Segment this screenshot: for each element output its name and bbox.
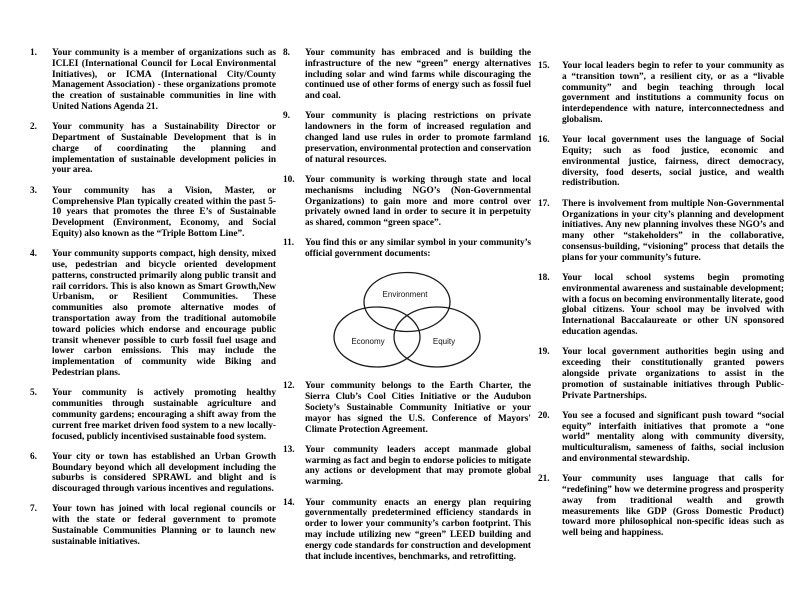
- item-number: 9.: [283, 111, 290, 122]
- item-number: 7.: [30, 504, 37, 515]
- list-item-6: [30, 452, 276, 495]
- item-number: 21.: [538, 474, 550, 485]
- item-text: Your community belongs to the Earth Charter, the Sierra Club’s Cool Cities Initiative or the Audubon Society’s Sustainable Community Initiative or your mayor has signed the U.S. Conference of Mayors' Climate Protection Agreement.: [305, 381, 531, 435]
- item-text: Your community is a member of organizations such as ICLEI (International Council for Local Environmental Initiatives), or ICMA (International City/County Management Association) - these organizations promote the creation of sustainable communities in line with United Nations Agenda 21.: [52, 48, 276, 112]
- item-text: Your community leaders accept manmade global warming as fact and begin to endorse policies to mitigate any actions or development that may promote global warming.: [305, 444, 531, 488]
- list-item-1: [30, 48, 276, 113]
- item-number: 6.: [30, 451, 37, 462]
- equity-label: Equity: [432, 336, 456, 346]
- list-item-14: [283, 498, 531, 563]
- item-text: Your city or town has established an Urban Growth Boundary beyond which all development including the suburbs is considered SPRAWL and blight and is discouraged through various incentives and regulations.: [52, 451, 276, 495]
- item-text: Your community is placing restrictions on private landowners in the form of increased regulation and changed land use rules in order to promote farmland preservation, environmental protection and conservation of natural resources.: [305, 111, 531, 165]
- item-number: 8.: [283, 48, 290, 58]
- list-item-11: [283, 238, 531, 260]
- list-item-19: [538, 347, 784, 401]
- item-number: 5.: [30, 388, 37, 399]
- item-number: 13.: [283, 444, 295, 455]
- item-text: Your community has a Sustainability Director or Department of Sustainable Development that is in charge of coordinating the planning and implementation of sustainable development policies in your area.: [52, 122, 276, 176]
- column-1: [30, 48, 276, 557]
- item-text: Your community has embraced and is building the infrastructure of the new “green” energy alternatives including solar and wind farms while discouraging the continued use of other forms of energy such as fossil fuel and coal.: [305, 48, 531, 102]
- item-number: 4.: [30, 249, 37, 260]
- list-item-13: [283, 445, 531, 488]
- item-text: Your community supports compact, high density, mixed use, pedestrian and bicycle oriented development patterns, constructed primarily along public transit and rail corridors. This is also known as Smart Growth,New Urbanism, or Resilient Communities. These communities also promote alternative modes of transportation away from the traditional automobile toward policies which endorse and encourage public transit whenever possible to curb fossil fuel usage and lower carbon emissions. This may include the implementation of community wide Biking and Pedestrian plans.: [52, 249, 276, 379]
- item-text: Your local government authorities begin using and exceeding their constitutionally granted powers alongside private organizations to assist in the promotion of sustainable initiatives through Public-Private Partnerships.: [562, 347, 784, 401]
- economy-label: Economy: [351, 336, 385, 346]
- item-text: Your local leaders begin to refer to your community as a “transition town”, a resilient city, or as a “livable community” and begin teaching through local government and institutions a community focus on interdependence with nature, interconnectedness and globalism.: [562, 61, 784, 125]
- list-item-21: [538, 474, 784, 539]
- list-item-5: [30, 388, 276, 442]
- item-number: 10.: [283, 174, 295, 185]
- list-item-10: [283, 175, 531, 229]
- venn-diagram-svg: [332, 270, 482, 370]
- item-number: 18.: [538, 273, 550, 284]
- list-item-12: [283, 381, 531, 435]
- list-item-18: [538, 273, 784, 338]
- item-number: 11.: [283, 238, 295, 249]
- list-item-2: [30, 122, 276, 176]
- item-text: Your town has joined with local regional councils or with the state or federal government to promote Sustainable Communities Planning or to launch new sustainable initiatives.: [52, 504, 276, 547]
- item-text: Your community enacts an energy plan requiring governmentally predetermined efficiency standards in order to lower your community’s carbon footprint. This may include utilizing new “green” LEED building and energy code standards for construction and development that include incentives, benchmarks, and retrofitting.: [305, 497, 531, 562]
- item-text: You find this or any similar symbol in your community’s official government documents:: [305, 238, 531, 260]
- item-number: 16.: [538, 135, 550, 146]
- item-text: Your local government uses the language of Social Equity; such as food justice, economic and environmental justice, fairness, direct democracy, diversity, food deserts, social justice, and wealth redistribution.: [562, 135, 784, 189]
- item-number: 3.: [30, 185, 37, 196]
- item-text: Your community uses language that calls for “redefining” how we determine progress and prosperity away from traditional wealth and growth measurements like GDP (Gross Domestic Product) toward more philosophical non-specific ideas such as well being and happiness.: [562, 474, 784, 539]
- list-item-7: [30, 504, 276, 547]
- item-text: Your local school systems begin promoting environmental awareness and sustainable development; with a focus on becoming environmentally literate, good global citizens. Your school may be involved with International Baccalaureate or other UN sponsored education agendas.: [562, 273, 784, 338]
- list-item-4: [30, 249, 276, 379]
- item-number: 15.: [538, 61, 550, 71]
- list-item-9: [283, 111, 531, 165]
- item-text: There is involvement from multiple Non-Governmental Organizations in your city’s planning and development initiatives. Any new planning involves these NGO’s and many other “stakeholders” in the collaborative, consensus-building, “visioning” process that details the plans for your community’s future.: [562, 198, 784, 263]
- item-number: 19.: [538, 347, 550, 358]
- item-text: Your community is working through state and local mechanisms including NGO’s (Non-Governmental Organizations) to gain more and more control over privately owned land in order to secure it in perpetuity as shared, common “green space”.: [305, 174, 531, 229]
- item-number: 12.: [283, 381, 295, 392]
- environment-label: Environment: [382, 289, 428, 299]
- column-3: [538, 61, 784, 549]
- environment-ellipse: [364, 272, 450, 331]
- list-item-3: [30, 186, 276, 240]
- triple-bottom-line-venn-diagram: [283, 270, 531, 374]
- list-item-16: [538, 135, 784, 189]
- column-2: [283, 48, 531, 572]
- item-text: Your community is actively promoting healthy communities through sustainable agriculture and community gardens; encouraging a shift away from the current free market driven food system to a new locally-focused, publicly incentivised sustainable food system.: [52, 388, 276, 442]
- list-item-15: [538, 61, 784, 126]
- item-number: 14.: [283, 497, 295, 508]
- list-item-17: [538, 199, 784, 264]
- item-number: 17.: [538, 198, 550, 209]
- list-item-20: [538, 411, 784, 465]
- item-text: Your community has a Vision, Master, or Comprehensive Plan typically created within the past 5-10 years that promotes the three E’s of Sustainable Development (Environment, Economy, and Social Equity) also known as the “Triple Bottom Line”.: [52, 185, 276, 239]
- item-number: 2.: [30, 122, 37, 133]
- item-text: You see a focused and significant push toward “social equity” interfaith initiatives that promote a “one world” mentality along with community diversity, multiculturalism, sameness of faiths, social inclusion and environmental stewardship.: [562, 410, 784, 464]
- item-number: 20.: [538, 410, 550, 421]
- item-number: 1.: [30, 48, 37, 58]
- list-item-8: [283, 48, 531, 102]
